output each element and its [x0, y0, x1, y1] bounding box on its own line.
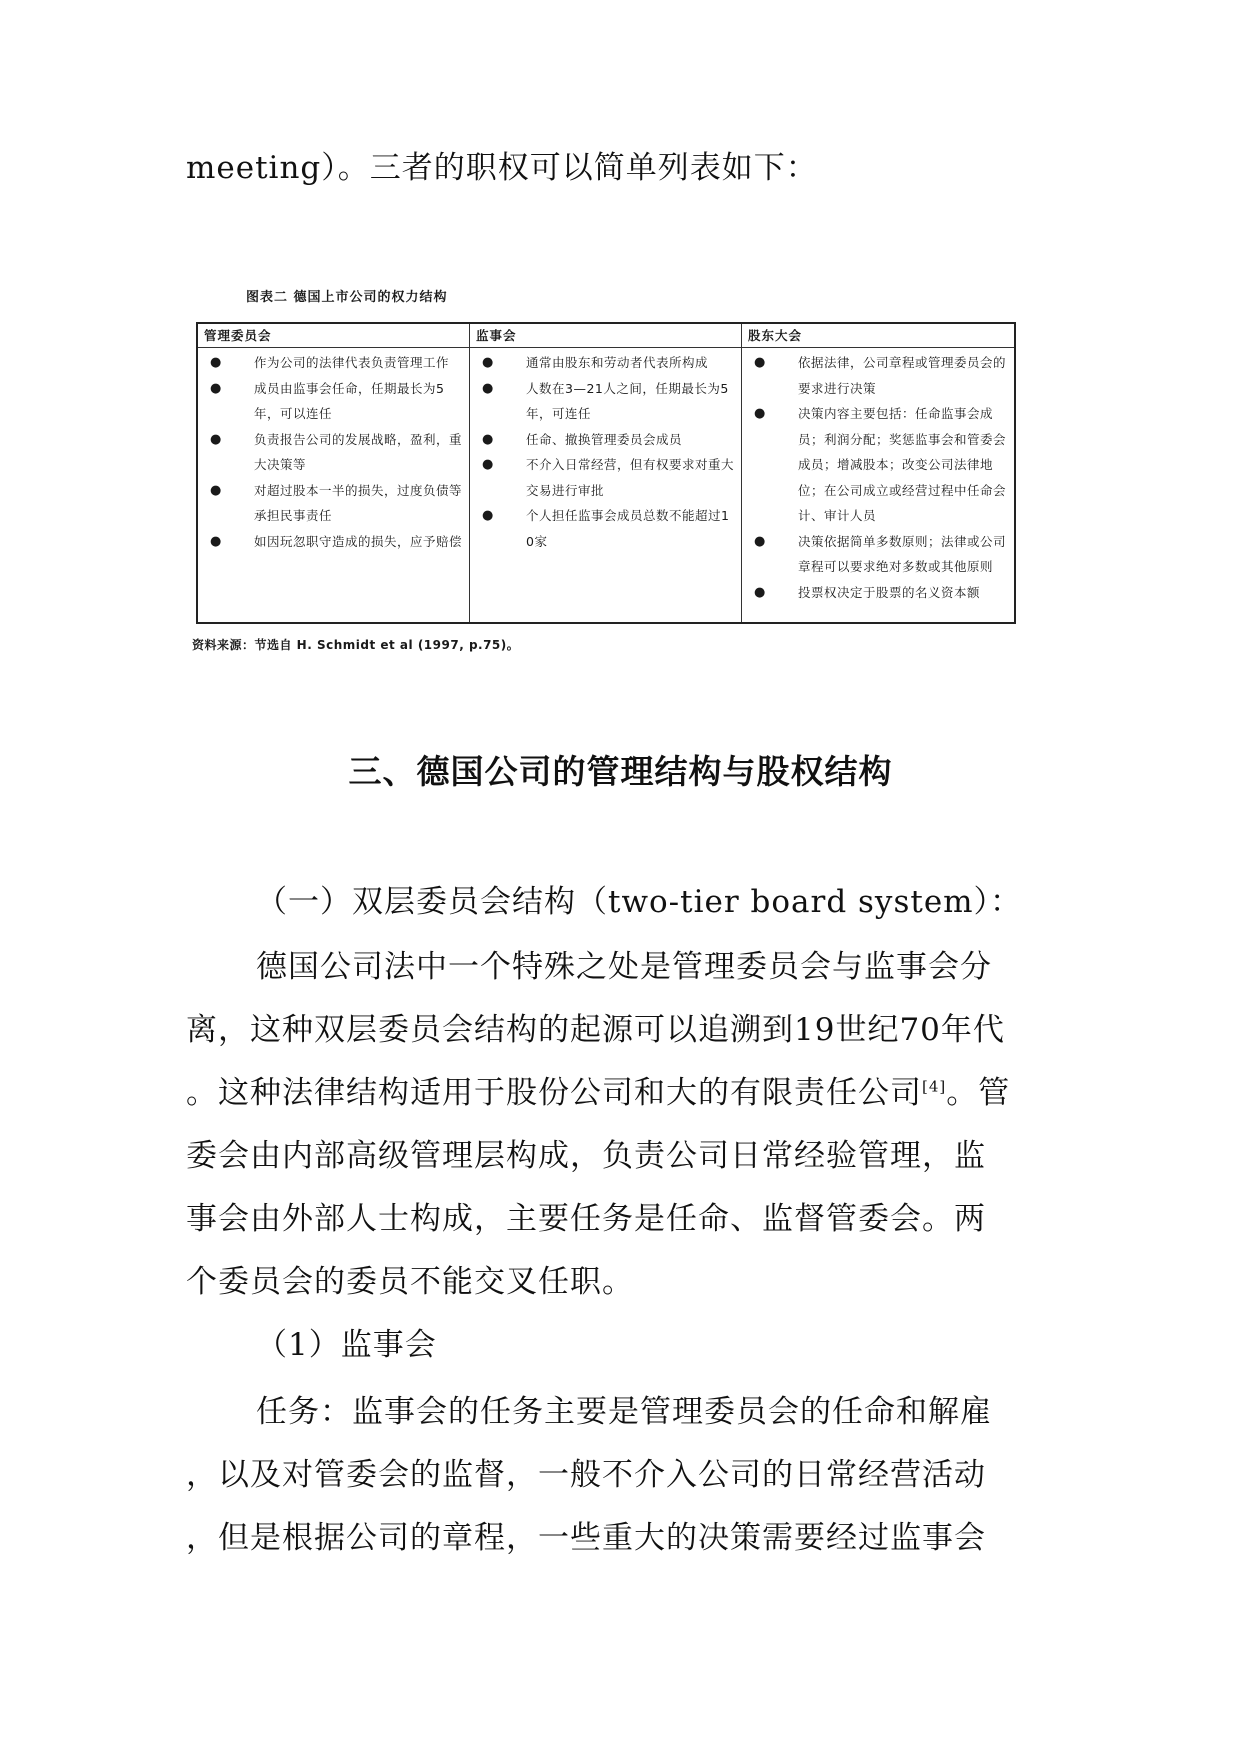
paragraph-line: 委会由内部高级管理层构成，负责公司日常经验管理，监	[186, 1138, 986, 1174]
paragraph-line: 事会由外部人士构成，主要任务是任命、监督管委会。两	[186, 1201, 986, 1237]
column-header: 股东大会	[742, 324, 1014, 348]
bullet-icon: ●	[210, 380, 222, 396]
power-structure-table	[196, 322, 1016, 624]
bullet-icon: ●	[482, 457, 494, 472]
bullet-icon: ●	[754, 533, 766, 549]
list-item: ● 任命、撤换管理委员会成员	[474, 427, 737, 453]
list-item: ● 通常由股东和劳动者代表所构成	[474, 350, 737, 376]
bullet-icon: ●	[482, 380, 494, 396]
paragraph-line-with-footnote: 。这种法律结构适用于股份公司和大的有限责任公司[4]。管	[186, 1075, 1011, 1111]
list-item: ● 决策依据简单多数原则；法律或公司章程可以要求绝对多数或其他原则	[746, 529, 1010, 580]
bullet-icon: ●	[210, 533, 222, 549]
section-heading: 三、德国公司的管理结构与股权结构	[348, 752, 893, 791]
list-item: ● 对超过股本一半的损失，过度负债等承担民事责任	[202, 478, 465, 529]
list-item: ● 成员由监事会任命，任期最长为5年，可以连任	[202, 376, 465, 427]
subheading: （一）双层委员会结构（two-tier board system）：	[256, 884, 1023, 920]
power-structure-figure	[190, 286, 1030, 670]
figure-source: 资料来源：节选自 H. Schmidt et al (1997, p.75)。	[192, 638, 520, 652]
bullet-icon: ●	[210, 482, 222, 498]
bullet-icon: ●	[482, 355, 494, 370]
bullet-icon: ●	[482, 508, 494, 523]
bullet-icon: ●	[754, 406, 766, 421]
table-column-shareholders-meeting	[742, 324, 1014, 622]
footnote-ref[interactable]: [4]	[922, 1077, 947, 1096]
bullet-icon: ●	[482, 431, 494, 447]
paragraph-line: 任务：监事会的任务主要是管理委员会的任命和解雇	[256, 1394, 992, 1430]
column-header: 管理委员会	[198, 324, 469, 348]
bullet-icon: ●	[754, 355, 766, 370]
paragraph-line: ，以及对管委会的监督，一般不介入公司的日常经营活动	[186, 1457, 986, 1493]
paragraph-line: 德国公司法中一个特殊之处是管理委员会与监事会分	[256, 949, 992, 985]
bullet-icon: ●	[754, 584, 766, 600]
list-item: ● 依据法律，公司章程或管理委员会的要求进行决策	[746, 350, 1010, 401]
table-column-management-board	[198, 324, 470, 622]
paragraph-line: 个委员会的委员不能交叉任职。	[186, 1264, 634, 1300]
paragraph-line: 离，这种双层委员会结构的起源可以追溯到19世纪70年代	[186, 1012, 1005, 1048]
list-item: ● 投票权决定于股票的名义资本额	[746, 580, 1010, 606]
bullet-icon: ●	[210, 355, 222, 370]
list-item: ● 负责报告公司的发展战略，盈利，重大决策等	[202, 427, 465, 478]
list-item: ● 决策内容主要包括：任命监事会成员；利润分配；奖惩监事会和管委会成员；增减股本；改变公司法律地位；在公司成立或经营过程中任命会计、审计人员	[746, 401, 1010, 529]
figure-caption: 图表二 德国上市公司的权力结构	[246, 290, 448, 305]
list-item: ● 个人担任监事会成员总数不能超过10家	[474, 503, 737, 554]
column-header: 监事会	[470, 324, 741, 348]
table-column-supervisory-board	[470, 324, 742, 622]
list-item: ● 如因玩忽职守造成的损失，应予赔偿	[202, 529, 465, 555]
subsection-label: （1）监事会	[256, 1327, 437, 1363]
bullet-icon: ●	[210, 431, 222, 447]
list-item: ● 作为公司的法律代表负责管理工作	[202, 350, 465, 376]
list-item: ● 不介入日常经营，但有权要求对重大交易进行审批	[474, 452, 737, 503]
paragraph-line: ，但是根据公司的章程，一些重大的决策需要经过监事会	[186, 1520, 986, 1556]
list-item: ● 人数在3—21人之间，任期最长为5年，可连任	[474, 376, 737, 427]
intro-line: meeting）。三者的职权可以简单列表如下：	[186, 150, 818, 186]
